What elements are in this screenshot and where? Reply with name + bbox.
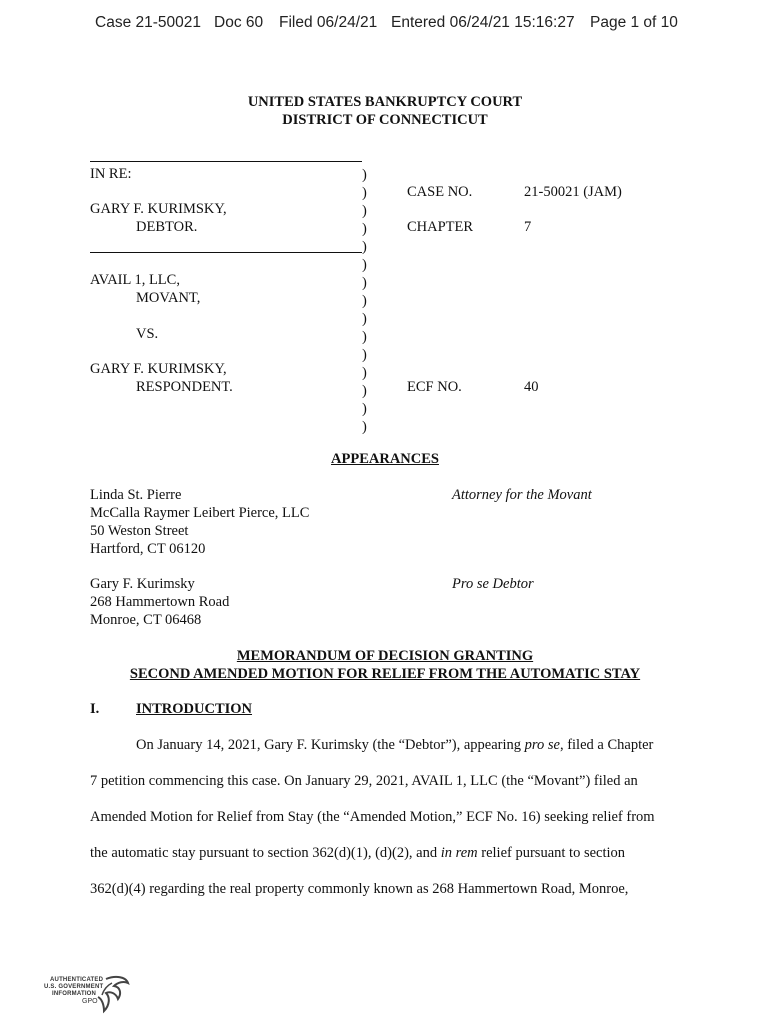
memo-title: MEMORANDUM OF DECISION GRANTING — [236, 648, 534, 664]
body-text: , filed a Chapter — [559, 737, 654, 753]
header-filed-date: Filed 06/24/21 — [279, 14, 378, 31]
header-case-number: Case 21-50021 — [95, 14, 201, 31]
case-no-label: CASE NO. — [407, 184, 473, 200]
attorney-role: Attorney for the Movant — [452, 487, 592, 503]
body-line: 362(d)(4) regarding the real property commonly known as 268 Hammertown Road, Monroe, — [90, 881, 629, 897]
appearances-heading: APPEARANCES — [331, 451, 439, 467]
ecf-value: 40 — [524, 379, 539, 395]
caption-paren: ) — [362, 293, 367, 309]
case-no-value: 21-50021 (JAM) — [524, 184, 622, 200]
caption-vs: VS. — [136, 326, 159, 342]
caption-respondent-name: GARY F. KURIMSKY, — [90, 361, 227, 377]
caption-paren: ) — [362, 203, 367, 219]
debtor-line: Monroe, CT 06468 — [90, 612, 202, 628]
memo-subtitle: SECOND AMENDED MOTION FOR RELIEF FROM THE AUTOMATIC STAY — [129, 666, 641, 682]
caption-respondent-role: RESPONDENT. — [136, 379, 233, 395]
caption-paren: ) — [362, 419, 367, 435]
caption-paren: ) — [362, 239, 367, 255]
seal-line-information: INFORMATION — [52, 991, 97, 997]
section-number: I. — [90, 701, 100, 717]
caption-paren: ) — [362, 383, 367, 399]
seal-line-gpo: GPO — [82, 998, 98, 1005]
caption-paren: ) — [362, 311, 367, 327]
attorney-line: McCalla Raymer Leibert Pierce, LLC — [90, 505, 310, 521]
caption-paren: ) — [362, 257, 367, 273]
header-entered-date: Entered 06/24/21 15:16:27 — [391, 14, 575, 31]
caption-debtor-name: GARY F. KURIMSKY, — [90, 201, 227, 217]
caption-movant-role: MOVANT, — [136, 290, 201, 306]
debtor-line: 268 Hammertown Road — [90, 594, 230, 610]
debtor-role: Pro se Debtor — [452, 576, 534, 592]
chapter-value: 7 — [524, 219, 532, 235]
caption-paren: ) — [362, 221, 367, 237]
body-text-italic: pro se — [524, 737, 560, 753]
gpo-authentication-seal — [44, 973, 134, 1015]
caption-paren: ) — [362, 185, 367, 201]
debtor-line: Gary F. Kurimsky — [90, 576, 195, 592]
seal-line-government: U.S. GOVERNMENT — [44, 984, 104, 990]
attorney-line: Linda St. Pierre — [90, 487, 182, 503]
caption-in-re: IN RE: — [90, 166, 132, 182]
seal-line-authenticated: AUTHENTICATED — [50, 977, 104, 983]
caption-movant-name: AVAIL 1, LLC, — [90, 272, 180, 288]
court-name: UNITED STATES BANKRUPTCY COURT — [247, 94, 523, 110]
caption-rule-bottom — [90, 252, 362, 253]
caption-debtor-role: DEBTOR. — [136, 219, 198, 235]
caption-paren: ) — [362, 167, 367, 183]
section-title: INTRODUCTION — [136, 701, 253, 717]
attorney-line: 50 Weston Street — [90, 523, 189, 539]
body-line — [90, 845, 625, 862]
body-line: 7 petition commencing this case. On January 29, 2021, AVAIL 1, LLC (the “Movant”) filed an — [90, 773, 638, 789]
caption-paren: ) — [362, 347, 367, 363]
body-text: relief pursuant to section — [477, 845, 626, 861]
caption-paren: ) — [362, 401, 367, 417]
caption-rule-top — [90, 161, 362, 162]
ecf-label: ECF NO. — [407, 379, 462, 395]
body-line: Amended Motion for Relief from Stay (the “Amended Motion,” ECF No. 16) seeking relief from — [90, 809, 655, 825]
caption-paren: ) — [362, 365, 367, 381]
header-doc-number: Doc 60 — [214, 14, 264, 31]
court-district: DISTRICT OF CONNECTICUT — [282, 112, 488, 128]
caption-paren: ) — [362, 329, 367, 345]
body-text: On January 14, 2021, Gary F. Kurimsky (the “Debtor”), appearing — [136, 737, 525, 753]
caption-paren: ) — [362, 275, 367, 291]
attorney-line: Hartford, CT 06120 — [90, 541, 206, 557]
chapter-label: CHAPTER — [407, 219, 474, 235]
body-text-italic: in rem — [440, 845, 478, 861]
body-text: the automatic stay pursuant to section 362(d)(1), (d)(2), and — [90, 845, 441, 861]
body-line — [136, 737, 653, 754]
header-page-number: Page 1 of 10 — [590, 14, 678, 31]
